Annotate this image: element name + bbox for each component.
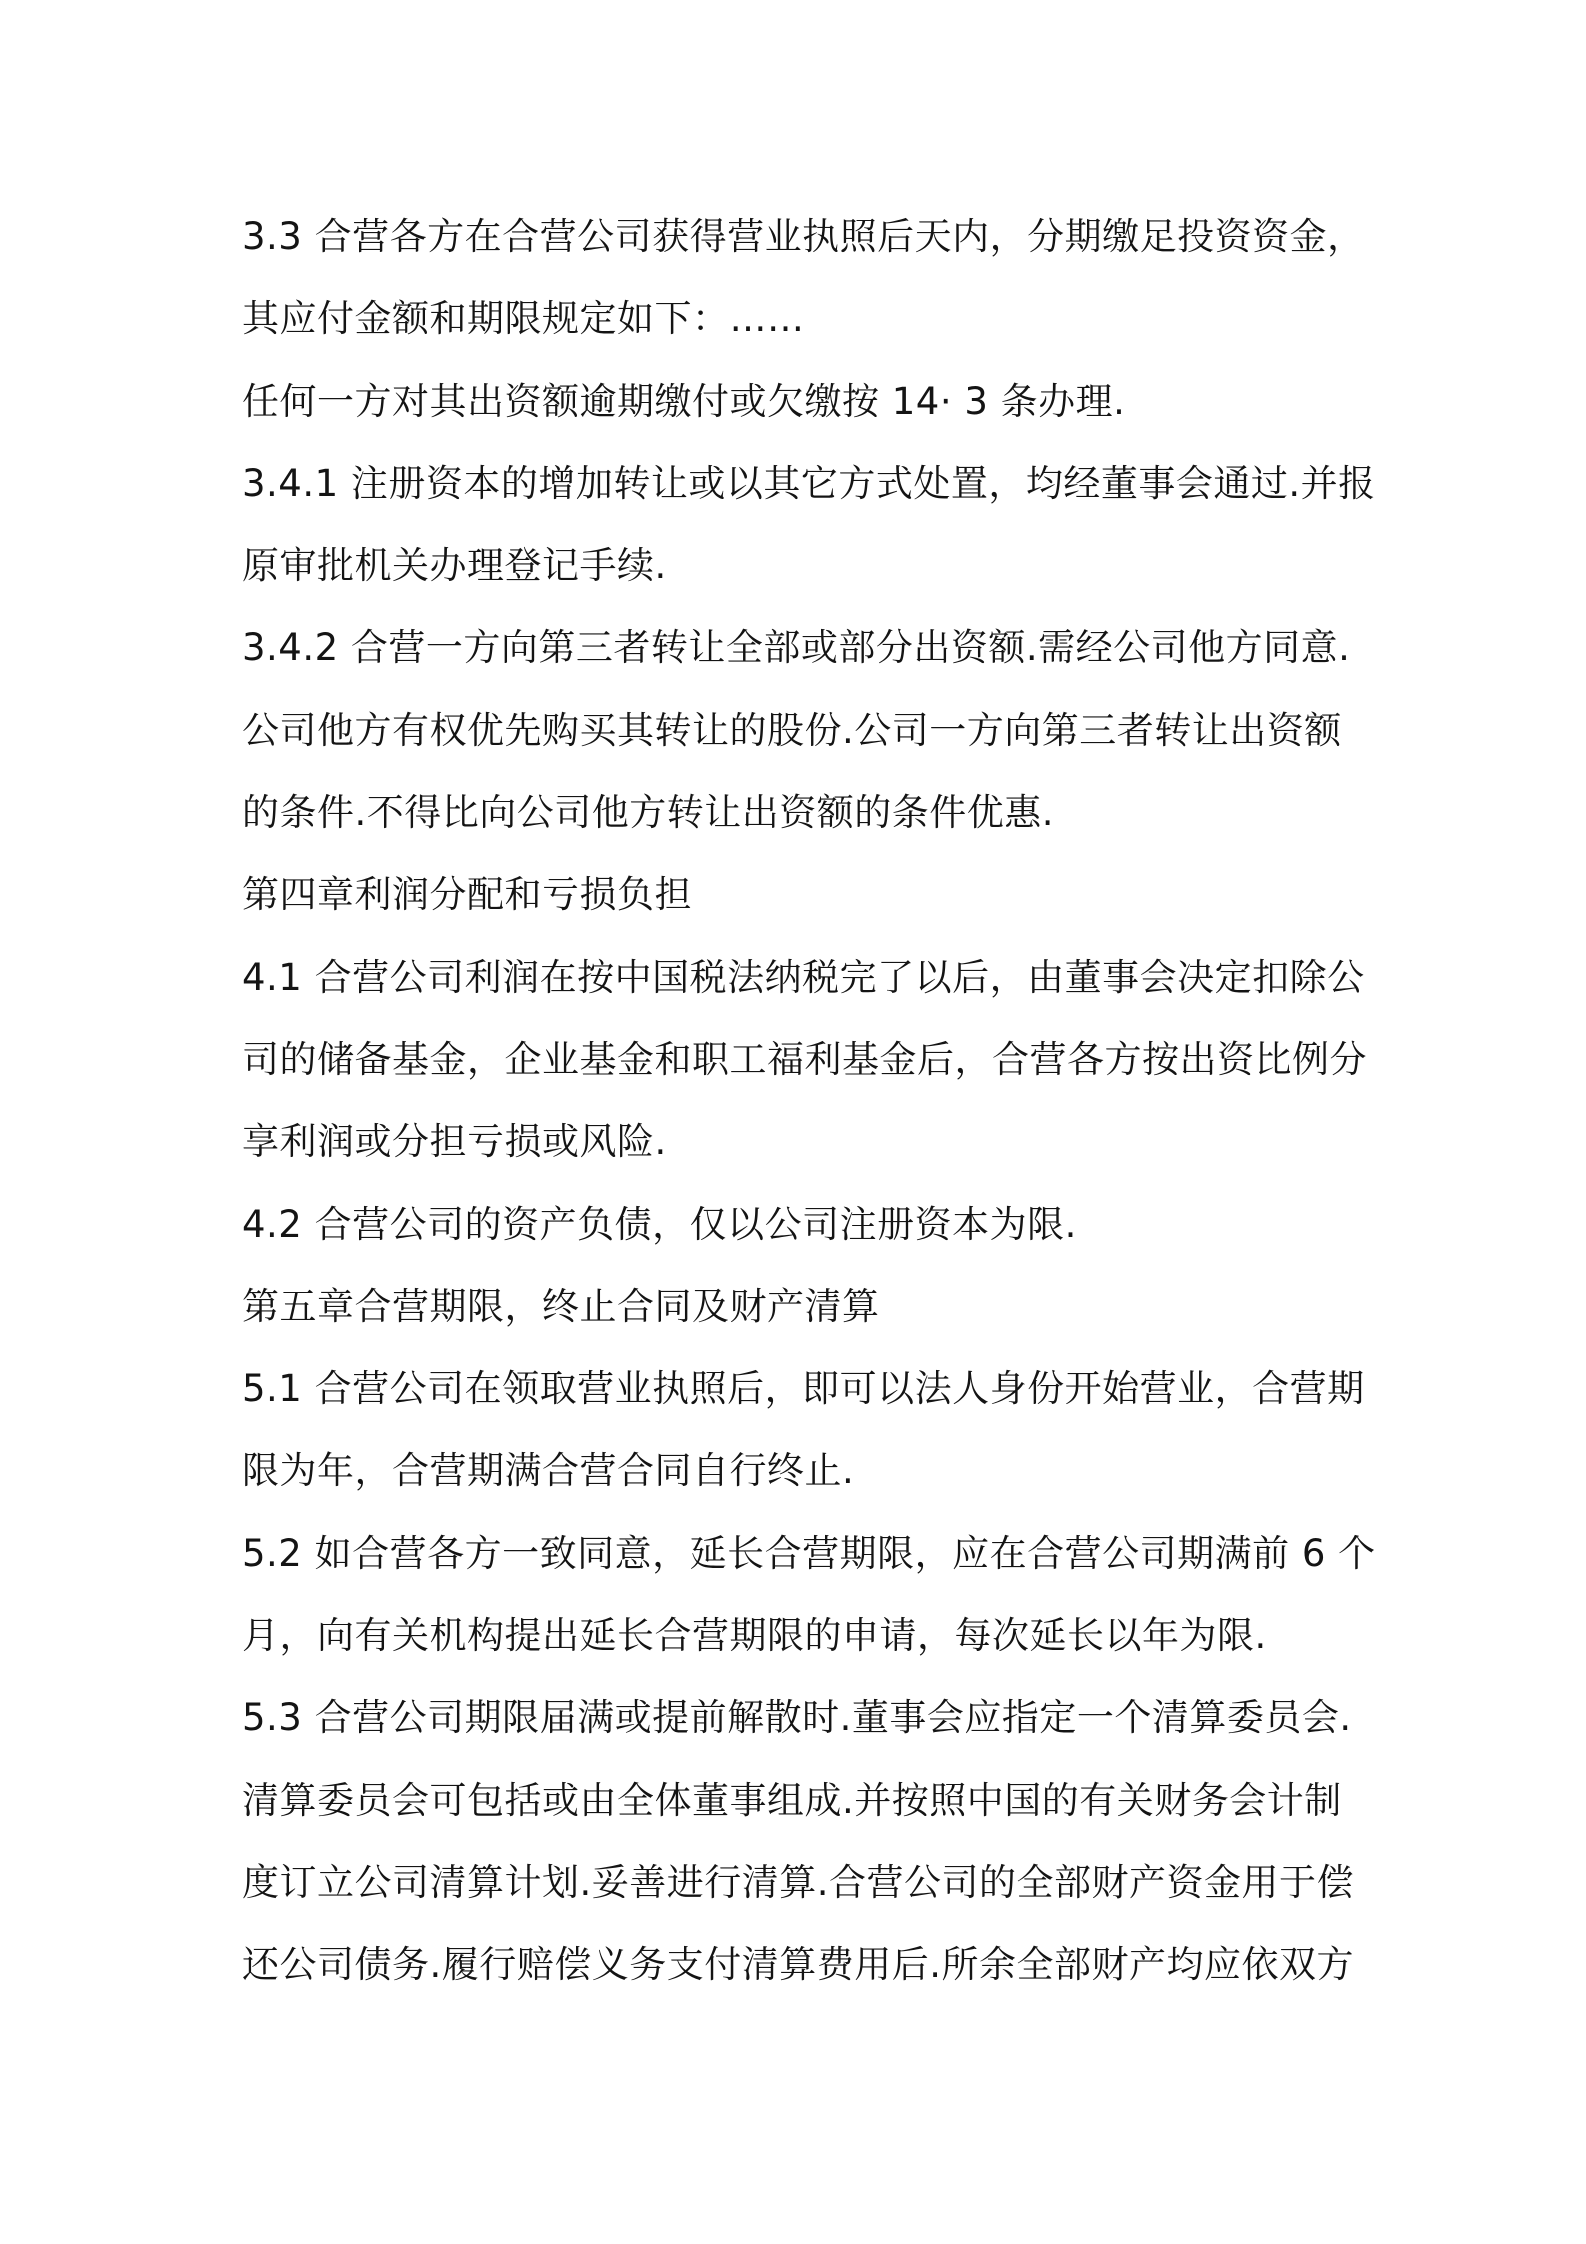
document-body — [242, 196, 1376, 2007]
text-line: 5.3 合营公司期限届满或提前解散时.董事会应指定一个清算委员会. — [242, 1696, 1352, 1740]
text-line: 5.1 合营公司在领取营业执照后，即可以法人身份开始营业，合营期 — [242, 1367, 1365, 1411]
text-line: 限为年，合营期满合营合同自行终止. — [242, 1449, 855, 1493]
text-line: 原审批机关办理登记手续. — [242, 544, 667, 588]
text-line: 3.3 合营各方在合营公司获得营业执照后天内，分期缴足投资资金， — [242, 215, 1365, 258]
text-line: 还公司债务.履行赔偿义务支付清算费用后.所余全部财产均应依双方 — [242, 1943, 1355, 1987]
text-line: 3.4.1 注册资本的增加转让或以其它方式处置，均经董事会通过.并报 — [242, 461, 1376, 505]
text-line: 公司他方有权优先购买其转让的股份.公司一方向第三者转让出资额 — [242, 708, 1342, 752]
text-line: 4.2 合营公司的资产负债，仅以公司注册资本为限. — [242, 1202, 1077, 1246]
text-line: 5.2 如合营各方一致同意，延长合营期限，应在合营公司期满前 6 个 — [242, 1531, 1376, 1575]
text-line: 清算委员会可包括或由全体董事组成.并按照中国的有关财务会计制 — [242, 1778, 1342, 1822]
text-line: 享利润或分担亏损或风险. — [242, 1120, 667, 1164]
text-line: 司的储备基金，企业基金和职工福利基金后，合营各方按出资比例分 — [242, 1037, 1367, 1081]
text-line: 度订立公司清算计划.妥善进行清算.合营公司的全部财产资金用于偿 — [242, 1860, 1355, 1904]
chapter-heading: 第五章合营期限，终止合同及财产清算 — [242, 1284, 880, 1328]
text-line: 4.1 合营公司利润在按中国税法纳税完了以后，由董事会决定扣除公 — [242, 955, 1365, 999]
text-line: 月，向有关机构提出延长合营期限的申请，每次延长以年为限. — [242, 1614, 1267, 1658]
chapter-heading: 第四章利润分配和亏损负担 — [242, 873, 692, 917]
text-line: 其应付金额和期限规定如下：…… — [242, 297, 805, 341]
text-line: 3.4.2 合营一方向第三者转让全部或部分出资额.需经公司他方同意. — [242, 626, 1351, 670]
text-line: 任何一方对其出资额逾期缴付或欠缴按 14· 3 条办理. — [242, 379, 1126, 423]
text-line: 的条件.不得比向公司他方转让出资额的条件优惠. — [242, 791, 1055, 835]
